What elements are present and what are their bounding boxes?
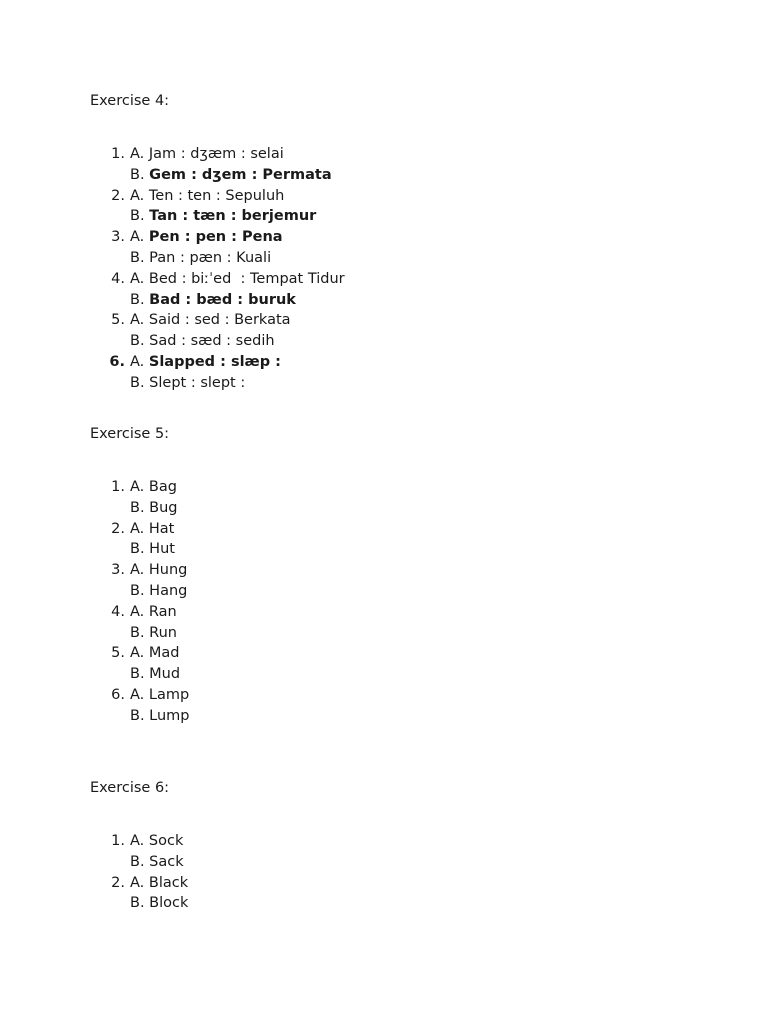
exercise-4-heading: Exercise 4: xyxy=(90,93,170,109)
item-options xyxy=(130,352,281,394)
option-a-text: Bag xyxy=(148,479,177,495)
option-a xyxy=(130,602,177,623)
option-a-letter: A. xyxy=(130,353,149,370)
option-a-text: Said : sed : Berkata xyxy=(148,312,291,329)
option-b xyxy=(130,893,188,914)
option-a xyxy=(130,873,188,894)
item-number: 2. xyxy=(111,187,125,204)
item-options xyxy=(130,602,177,644)
option-b-text: Run xyxy=(149,624,177,641)
item-number: 3. xyxy=(111,562,125,579)
option-b-letter: B. xyxy=(130,582,150,599)
item-options xyxy=(130,873,188,915)
option-b xyxy=(130,539,175,560)
item-options xyxy=(130,560,187,602)
list-item xyxy=(90,519,190,561)
item-options xyxy=(130,643,180,685)
option-a xyxy=(130,352,281,373)
option-a xyxy=(130,519,175,540)
option-a-letter: A. xyxy=(130,479,149,495)
option-a-text: Pen : pen : Pena xyxy=(148,229,283,246)
option-b-text: Slept : slept : xyxy=(149,374,246,391)
option-b-letter: B. xyxy=(130,249,150,266)
option-b xyxy=(130,581,187,602)
exercise-4-list xyxy=(90,144,345,394)
option-a xyxy=(130,477,178,498)
option-b-letter: B. xyxy=(130,666,150,683)
list-item xyxy=(90,144,345,186)
item-number: 1. xyxy=(111,833,125,849)
item-options xyxy=(130,519,175,561)
exercise-6-list xyxy=(90,831,188,914)
item-number: 2. xyxy=(111,874,125,891)
option-a-text: Slapped : slæp : xyxy=(148,353,281,370)
option-a-text: Ran xyxy=(148,603,177,620)
option-b xyxy=(130,664,180,685)
item-options xyxy=(130,227,283,269)
option-b-text: Sad : sæd : sedih xyxy=(149,333,275,350)
item-number: 4. xyxy=(111,270,125,287)
option-b-text: Gem : dʒem : Permata xyxy=(149,166,332,183)
option-b-text: Mud xyxy=(149,666,181,683)
option-b-letter: B. xyxy=(130,707,150,724)
item-number: 5. xyxy=(111,645,125,662)
option-a-text: Bed : biːˈed : Tempat Tidur xyxy=(148,270,345,287)
option-b xyxy=(130,290,345,311)
item-number: 1. xyxy=(111,146,125,162)
option-a xyxy=(130,227,283,248)
option-a-letter: A. xyxy=(130,603,149,620)
option-b-letter: B. xyxy=(130,541,150,558)
option-b-letter: B. xyxy=(130,499,150,516)
option-b xyxy=(130,706,190,727)
item-number: 3. xyxy=(111,229,125,246)
option-b xyxy=(130,165,332,186)
option-a-text: Black xyxy=(148,874,189,891)
option-a-text: Mad xyxy=(148,645,180,662)
option-a xyxy=(130,831,184,852)
option-a-letter: A. xyxy=(130,312,149,329)
item-options xyxy=(130,310,291,352)
list-item xyxy=(90,186,345,228)
list-item xyxy=(90,873,188,915)
item-options xyxy=(130,186,316,228)
option-b-letter: B. xyxy=(130,291,150,308)
option-b xyxy=(130,331,291,352)
list-item xyxy=(90,352,345,394)
list-item xyxy=(90,831,188,873)
list-item xyxy=(90,685,190,727)
item-number: 2. xyxy=(111,520,125,537)
option-a-text: Ten : ten : Sepuluh xyxy=(148,187,285,204)
option-a-letter: A. xyxy=(130,187,149,204)
option-a-text: Sock xyxy=(148,833,184,849)
list-item xyxy=(90,269,345,311)
option-a-letter: A. xyxy=(130,874,149,891)
exercise-5-list xyxy=(90,477,190,727)
option-a xyxy=(130,643,180,664)
exercise-5-heading: Exercise 5: xyxy=(90,426,170,442)
exercise-6-heading: Exercise 6: xyxy=(90,780,170,796)
item-number: 6. xyxy=(111,686,125,703)
item-options xyxy=(130,831,184,873)
option-b xyxy=(130,852,184,873)
option-b xyxy=(130,206,316,227)
item-number: 6. xyxy=(109,353,125,370)
option-a xyxy=(130,310,291,331)
option-b-text: Tan : tæn : berjemur xyxy=(149,208,317,225)
option-a-text: Lamp xyxy=(148,686,190,703)
option-a-letter: A. xyxy=(130,146,149,162)
option-b-letter: B. xyxy=(130,166,150,183)
option-a-text: Jam : dʒæm : selai xyxy=(148,146,284,162)
option-b-text: Sack xyxy=(149,853,184,870)
option-a xyxy=(130,269,345,290)
option-a-letter: A. xyxy=(130,520,149,537)
option-a-text: Hat xyxy=(148,520,175,537)
option-b-letter: B. xyxy=(130,853,150,870)
option-a-letter: A. xyxy=(130,270,149,287)
option-b xyxy=(130,498,178,519)
option-b-letter: B. xyxy=(130,208,150,225)
item-options xyxy=(130,685,190,727)
list-item xyxy=(90,643,190,685)
option-a-letter: A. xyxy=(130,229,149,246)
option-a xyxy=(130,144,332,165)
option-b-letter: B. xyxy=(130,624,150,641)
option-b xyxy=(130,623,177,644)
option-b-text: Hut xyxy=(149,541,175,558)
list-item xyxy=(90,227,345,269)
list-item xyxy=(90,602,190,644)
option-a-letter: A. xyxy=(130,562,149,579)
option-b-text: Pan : pæn : Kuali xyxy=(149,249,272,266)
option-a-text: Hung xyxy=(148,562,188,579)
option-b-text: Hang xyxy=(149,582,188,599)
option-b-letter: B. xyxy=(130,374,150,391)
option-a xyxy=(130,685,190,706)
list-item xyxy=(90,477,190,519)
item-number: 4. xyxy=(111,603,125,620)
option-b-text: Block xyxy=(149,895,189,912)
option-b xyxy=(130,373,281,394)
option-b-letter: B. xyxy=(130,333,150,350)
option-b-text: Lump xyxy=(149,707,190,724)
option-a xyxy=(130,560,187,581)
item-options xyxy=(130,144,332,186)
option-b xyxy=(130,248,283,269)
list-item xyxy=(90,560,190,602)
option-a-letter: A. xyxy=(130,686,149,703)
option-a-letter: A. xyxy=(130,833,149,849)
option-b-letter: B. xyxy=(130,895,150,912)
item-options xyxy=(130,477,178,519)
item-number: 1. xyxy=(111,479,125,495)
item-number: 5. xyxy=(111,312,125,329)
option-b-text: Bad : bæd : buruk xyxy=(149,291,296,308)
option-b-text: Bug xyxy=(149,499,178,516)
list-item xyxy=(90,310,345,352)
option-a-letter: A. xyxy=(130,645,149,662)
item-options xyxy=(130,269,345,311)
option-a xyxy=(130,186,316,207)
